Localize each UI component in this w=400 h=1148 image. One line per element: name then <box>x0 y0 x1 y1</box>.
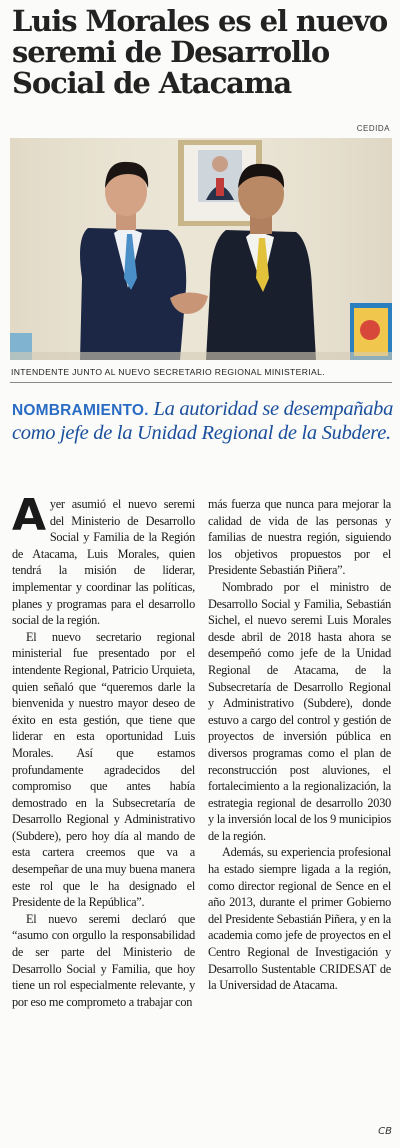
dropcap: A <box>12 490 46 541</box>
handshake-photo <box>10 138 392 360</box>
photo-credit: CEDIDA <box>356 124 390 133</box>
right-column <box>208 496 391 994</box>
paragraph: El nuevo seremi declaró que “asumo con orgullo la responsabilidad de ser parte del Ministerio de Desarrollo Social y Familia, que hoy tiene un rol especialmente relevante, y por eso me comprometo a trabajar con <box>12 911 195 1009</box>
article-photo <box>10 138 392 360</box>
left-column <box>12 490 195 1010</box>
kicker-text: La autoridad se desempañaba como jefe de la Unidad Regional de la Subdere. <box>12 398 394 444</box>
paragraph: Además, su experiencia profesional ha estado siempre ligada a la región, como director regional de Sence en el año 2013, durante el primer Gobierno del Presidente Sebastián Piñera, y en la academia como jefe de proyectos en el Centro Regional de Investigación y Desarrollo Sustentable CRIDESAT de la Universidad de Atacama. <box>208 845 391 993</box>
paragraph: Ayer asumió el nuevo seremi del Ministerio de Desarrollo Social y Familia de la Región de Atacama, Luis Morales, quien tendrá la misión de liderar, implementar y coordinar las políticas, planes y programas para el desarrollo social de la región. <box>12 490 195 628</box>
headline: Luis Morales es el nuevo seremi de Desarrollo Social de Atacama <box>12 4 388 100</box>
paragraph: El nuevo secretario regional ministerial fue presentado por el intendente Regional, Patricio Urquieta, quien señaló que “queremos darle la bienvenida y nuestro mayor deseo de éxito en esta gestión, que tiene que liderar en esta oportunidad Luis Morales. Así que estamos profundamente agradecidos del compromiso que antes había demostrado en la Subsecretaría de Desarrollo Regional y Administrativo (Subdere), pero hoy día al mando de esta cartera creemos que va a desempeñar de una muy buena manera este rol que le ha designado el Presidente de la República”. <box>12 629 195 910</box>
author-signoff: CB <box>378 1126 392 1137</box>
paragraph: Nombrado por el ministro de Desarrollo Social y Familia, Sebastián Sichel, el nuevo seremi Luis Morales desde abril de 2018 hasta ahora se desempeñó como jefe de la Unidad Regional de Atacama, de la Subsecretaría de Desarrollo Regional y Administrativo (Subdere), donde estuvo a cargo del control y gestión de proyectos de inversión pública en diversos programas como el plan de reconstrucción post aluviones, el fortalecimiento a la regionalización, la estrategia regional de desarrollo 2030 y la inversión local de los 9 municipios de la región. <box>208 579 391 843</box>
kicker <box>12 398 396 445</box>
kicker-label: NOMBRAMIENTO. <box>12 402 149 419</box>
article-body <box>12 490 392 1136</box>
photo-caption: INTENDENTE JUNTO AL NUEVO SECRETARIO REGIONAL MINISTERIAL. <box>11 367 325 377</box>
caption-divider <box>10 382 392 383</box>
paragraph: más fuerza que nunca para mejorar la calidad de vida de las personas y familias de nuestra región, siguiendo los objetivos propuestos por el Presidente Sebastián Piñera”. <box>208 497 391 578</box>
